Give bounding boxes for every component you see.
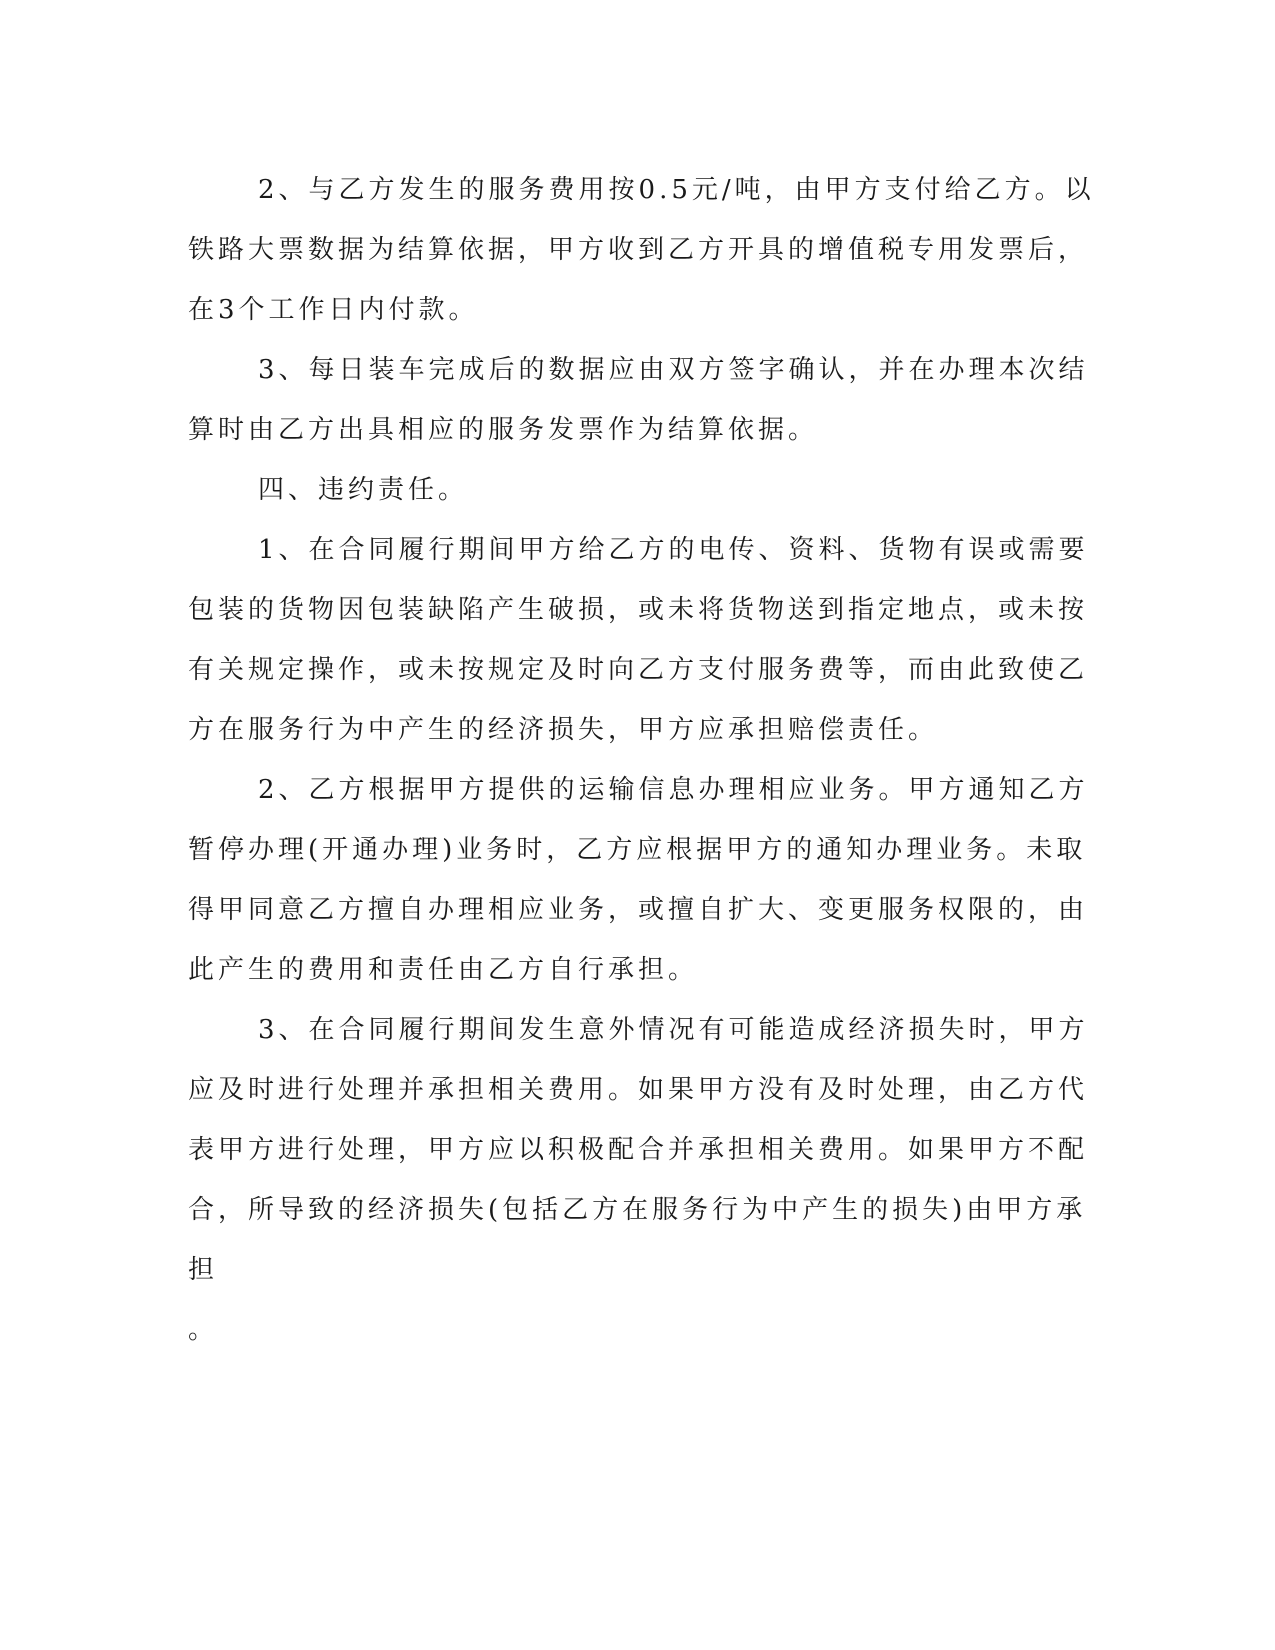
paragraph-breach-clause-3: 3、在合同履行期间发生意外情况有可能造成经济损失时，甲方应及时进行处理并承担相关费用。如果甲方没有及时处理，由乙方代表甲方进行处理，甲方应以积极配合并承担相关费用。如果甲方不配合，所导致的经济损失(包括乙方在服务行为中产生的损失)由甲方承担 — [188, 1015, 1089, 1285]
paragraph-breach-clause-1: 1、在合同履行期间甲方给乙方的电传、资料、货物有误或需要包装的货物因包装缺陷产生破损，或未将货物送到指定地点，或未按有关规定操作，或未按规定及时向乙方支付服务费等，而由此致使乙方在服务行为中产生的经济损失，甲方应承担赔偿责任。 — [188, 535, 1089, 745]
paragraph-daily-loading-data: 3、每日装车完成后的数据应由双方签字确认，并在办理本次结算时由乙方出具相应的服务发票作为结算依据。 — [188, 355, 1089, 445]
section-heading-breach-liability: 四、违约责任。 — [258, 475, 469, 505]
paragraph-trailing-period: 。 — [188, 1315, 219, 1345]
paragraph-service-fee: 2、与乙方发生的服务费用按0.5元/吨，由甲方支付给乙方。以铁路大票数据为结算依据，甲方收到乙方开具的增值税专用发票后，在3个工作日内付款。 — [188, 175, 1095, 325]
paragraph-breach-clause-2: 2、乙方根据甲方提供的运输信息办理相应业务。甲方通知乙方暂停办理(开通办理)业务时，乙方应根据甲方的通知办理业务。未取得甲同意乙方擅自办理相应业务，或擅自扩大、变更服务权限的，由此产生的费用和责任由乙方自行承担。 — [188, 775, 1089, 985]
document-body — [188, 160, 1098, 1360]
